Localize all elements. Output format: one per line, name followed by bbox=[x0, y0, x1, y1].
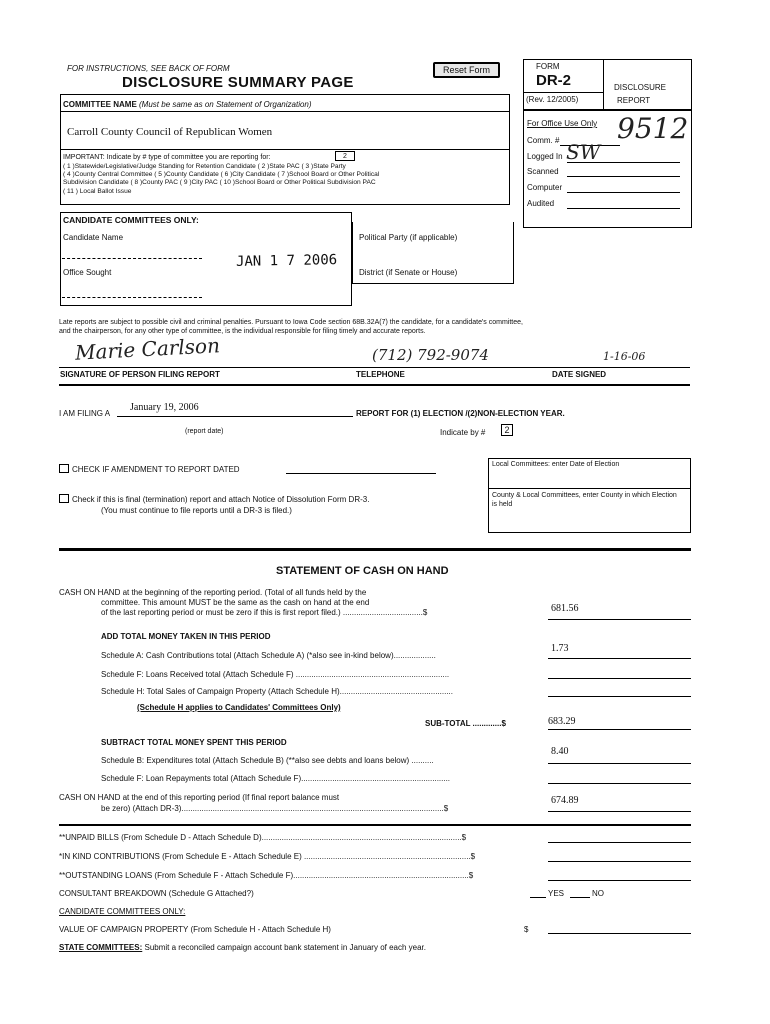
committee-type-list bbox=[63, 163, 379, 196]
amendment-row bbox=[59, 464, 240, 474]
subtract-heading: SUBTRACT TOTAL MONEY SPENT THIS PERIOD bbox=[101, 738, 287, 747]
coh-begin-line: committee. This amount MUST be the same as the cash on hand at the end bbox=[101, 598, 370, 607]
final-report-note: (You must continue to file reports until a DR-3 is filed.) bbox=[101, 506, 292, 515]
committee-type-line: Subdivision Candidate ( 8 )County PAC ( 9 )City PAC ( 10 )School Board or Other Political Subdivision PAC bbox=[63, 179, 376, 187]
consultant-no[interactable]: NO bbox=[592, 889, 604, 898]
committee-name-value[interactable]: Carroll County Council of Republican Women bbox=[67, 126, 273, 138]
bottom-divider bbox=[59, 824, 691, 826]
form-number: DR-2 bbox=[536, 72, 572, 89]
schedule-a-line: Schedule A: Cash Contributions total (Attach Schedule A) (*also see in-kind below)................... bbox=[101, 651, 436, 660]
outstanding-loans-line: **OUTSTANDING LOANS (From Schedule F - Attach Schedule F)...............................................................................$ bbox=[59, 871, 474, 880]
district-label: District (if Senate or House) bbox=[359, 268, 458, 277]
coh-end-value[interactable]: 674.89 bbox=[551, 795, 579, 806]
unpaid-bills-line: **UNPAID BILLS (From Schedule D - Attach Schedule D)..........................................................................................$ bbox=[59, 833, 467, 842]
schedule-h-line: Schedule H: Total Sales of Campaign Property (Attach Schedule H)................................................... bbox=[101, 687, 453, 696]
coh-begin-line: CASH ON HAND at the beginning of the reporting period. (Total of all funds held by the bbox=[59, 588, 367, 597]
subtotal-label: SUB-TOTAL .............$ bbox=[425, 719, 506, 728]
office-field-computer: Computer bbox=[527, 183, 563, 192]
schedule-h-note: (Schedule H applies to Candidates' Committees Only) bbox=[137, 703, 341, 712]
report-label: REPORT bbox=[617, 96, 651, 105]
office-sought-label: Office Sought bbox=[63, 268, 112, 277]
report-date-value[interactable]: January 19, 2006 bbox=[130, 402, 199, 413]
candidate-heading: CANDIDATE COMMITTEES ONLY: bbox=[63, 215, 199, 225]
office-field-audited: Audited bbox=[527, 199, 555, 208]
report-date-label: (report date) bbox=[185, 428, 224, 435]
office-field-logged: Logged In bbox=[527, 152, 563, 161]
comm-number-handwritten: 9512 bbox=[617, 112, 689, 145]
date-signed-label: DATE SIGNED bbox=[552, 370, 607, 379]
committee-type-line: ( 4 )County Central Committee ( 5 )County Candidate ( 6 )City Candidate ( 7 )School Board or Other Political bbox=[63, 171, 380, 179]
consultant-line: CONSULTANT BREAKDOWN (Schedule G Attached?) bbox=[59, 889, 254, 898]
signature-label: SIGNATURE OF PERSON FILING REPORT bbox=[60, 370, 220, 379]
disclosure-label: DISCLOSURE bbox=[614, 83, 667, 92]
in-kind-line: *IN KIND CONTRIBUTIONS (From Schedule E - Attach Schedule E) ...........................................................................$ bbox=[59, 852, 476, 861]
committee-name-label-wrap bbox=[63, 100, 312, 109]
logged-initials-handwritten: SW bbox=[566, 140, 601, 164]
indicate-label: Indicate by # bbox=[440, 428, 486, 437]
party-label: Political Party (if applicable) bbox=[359, 233, 458, 242]
local-committees-note: Local Committees: enter Date of Election bbox=[492, 461, 620, 468]
form-revision: (Rev. 12/2005) bbox=[526, 95, 579, 104]
office-field-scanned: Scanned bbox=[527, 167, 559, 176]
office-field-comm: Comm. # bbox=[527, 136, 560, 145]
schedule-f-repay-line: Schedule F: Loan Repayments total (Attach Schedule F)................................................................... bbox=[101, 774, 451, 783]
candidate-only-label: CANDIDATE COMMITTEES ONLY: bbox=[59, 907, 186, 916]
campaign-property-line: VALUE OF CAMPAIGN PROPERTY (From Schedule H - Attach Schedule H) bbox=[59, 925, 331, 934]
state-committees-text: Submit a reconciled campaign account bank statement in January of each year. bbox=[144, 943, 426, 952]
divider bbox=[59, 384, 690, 386]
filing-prefix: I AM FILING A bbox=[59, 409, 111, 418]
form-label: FORM bbox=[536, 62, 560, 71]
coh-end-line: be zero) (Attach DR-3)......................................................................................................................$ bbox=[101, 804, 449, 813]
instructions-note: FOR INSTRUCTIONS, SEE BACK OF FORM bbox=[67, 64, 230, 73]
subtotal-value[interactable]: 683.29 bbox=[548, 716, 576, 727]
final-report-row bbox=[59, 494, 369, 504]
signature-handwritten: Marie Carlson bbox=[74, 333, 221, 365]
important-label: IMPORTANT: Indicate by # type of committee you are reporting for: bbox=[63, 154, 271, 161]
final-report-label: Check if this is final (termination) report and attach Notice of Dissolution Form DR-3. bbox=[72, 495, 370, 504]
candidate-name-label: Candidate Name bbox=[63, 233, 124, 242]
add-heading: ADD TOTAL MONEY TAKEN IN THIS PERIOD bbox=[101, 632, 271, 641]
coh-end-line: CASH ON HAND at the end of this reporting period (If final report balance must bbox=[59, 793, 340, 802]
final-report-checkbox[interactable] bbox=[59, 494, 69, 503]
coh-end-text bbox=[59, 792, 448, 814]
penalty-notice bbox=[59, 318, 523, 336]
committee-type-line: ( 11 ) Local Ballot Issue bbox=[63, 187, 132, 195]
committee-name-label: COMMITTEE NAME bbox=[63, 100, 137, 109]
committee-type-line: ( 1 )Statewide/Legislative/Judge Standing for Retention Candidate ( 2 )State PAC ( 3 )State Party bbox=[63, 163, 346, 170]
committee-name-note: (Must be same as on Statement of Organization) bbox=[139, 100, 312, 109]
coh-begin-line: of the last reporting period or must be zero if this is first report filed.) ....................................$ bbox=[101, 608, 428, 617]
committee-type-field[interactable]: 2 bbox=[335, 151, 355, 161]
schedule-f-loans-line: Schedule F: Loans Received total (Attach Schedule F) ..................................................................... bbox=[101, 670, 450, 679]
section-divider bbox=[59, 548, 691, 551]
state-committees-label: STATE COMMITTEES: bbox=[59, 943, 143, 952]
telephone-handwritten: (712) 792-9074 bbox=[372, 346, 489, 364]
schedule-a-value[interactable]: 1.73 bbox=[551, 643, 569, 654]
consultant-yes[interactable]: YES bbox=[548, 889, 565, 898]
property-dollar: $ bbox=[524, 925, 529, 934]
county-committees-note: County & Local Committees, enter County in which Election is held bbox=[492, 492, 677, 508]
amendment-label: CHECK IF AMENDMENT TO REPORT DATED bbox=[72, 465, 240, 474]
cash-heading: STATEMENT OF CASH ON HAND bbox=[276, 565, 449, 577]
election-year-field[interactable]: 2 bbox=[501, 424, 513, 436]
penalty-line: and the chairperson, for any other type of committee, is the individual responsible for filing timely and accurate reports. bbox=[59, 328, 426, 335]
telephone-label: TELEPHONE bbox=[356, 370, 405, 379]
received-date-stamp: JAN 1 7 2006 bbox=[235, 252, 338, 270]
penalty-line: Late reports are subject to possible civil and criminal penalties. Pursuant to Iowa Code section 68B.32A(7) the candidate, for a candidate's committee, bbox=[59, 319, 523, 326]
state-committees-line bbox=[59, 943, 426, 952]
coh-begin-value[interactable]: 681.56 bbox=[551, 603, 579, 614]
schedule-b-value[interactable]: 8.40 bbox=[551, 746, 569, 757]
schedule-b-line: Schedule B: Expenditures total (Attach Schedule B) (**also see debts and loans below) .......... bbox=[101, 756, 434, 765]
report-for-label: REPORT FOR (1) ELECTION /(2)NON-ELECTION YEAR. bbox=[356, 409, 565, 418]
date-signed-handwritten: 1-16-06 bbox=[603, 350, 646, 363]
page-title: DISCLOSURE SUMMARY PAGE bbox=[122, 74, 354, 91]
reset-form-button[interactable]: Reset Form bbox=[433, 62, 500, 78]
office-use-title: For Office Use Only bbox=[527, 119, 598, 128]
amendment-checkbox[interactable] bbox=[59, 464, 69, 473]
coh-begin-text bbox=[59, 588, 427, 618]
